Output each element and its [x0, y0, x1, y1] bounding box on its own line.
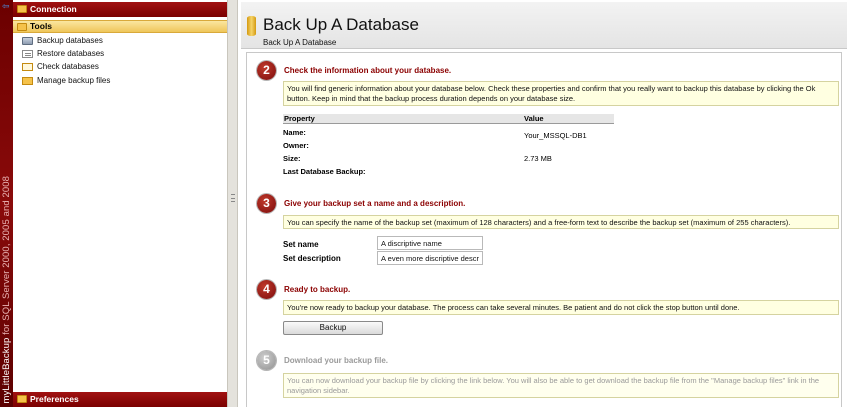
backup-button[interactable]: Backup [283, 321, 383, 335]
step-4-info: You're now ready to backup your database. The process can take several minutes. Be patient and do not click the stop button until done. [283, 300, 839, 315]
set-description-input[interactable] [377, 251, 483, 265]
step-2-info: You will find generic information about your database below. Check these properties and confirm that you really want to backup this database by clicking the Ok button. Keep in mind that the backup process duration depends on your database size. [283, 81, 839, 106]
tools-header-label: Tools [30, 21, 53, 31]
sidebar [13, 0, 227, 407]
manage-files-icon [22, 77, 33, 85]
wizard-panel [246, 52, 842, 407]
step-2-title: Check the information about your database. [284, 66, 452, 75]
properties-table-header [283, 114, 614, 124]
check-db-icon [22, 63, 33, 71]
connection-panel-header[interactable] [13, 2, 227, 17]
step-4-number-icon: 4 [257, 280, 276, 299]
set-name-label: Set name [283, 240, 319, 249]
property-name: Name: [283, 128, 306, 137]
splitter-grip-icon[interactable] [231, 194, 235, 202]
step-3-title: Give your backup set a name and a description. [284, 199, 466, 208]
brand-vertical-text [1, 176, 12, 403]
step-5-title: Download your backup file. [284, 356, 389, 365]
set-description-label: Set description [283, 254, 341, 263]
table-row [283, 152, 614, 165]
sidebar-item-restore-databases[interactable] [22, 48, 104, 60]
property-name: Owner: [283, 141, 309, 150]
step-3-info: You can specify the name of the backup set (maximum of 128 characters) and a free-form text to describe the backup set (maximum of 255 characters). [283, 215, 839, 229]
title-bar [241, 2, 847, 49]
database-icon [247, 16, 256, 36]
step-3-number-icon: 3 [257, 194, 276, 213]
backup-db-icon [22, 37, 33, 45]
sidebar-item-label: Check databases [37, 62, 99, 71]
sidebar-item-backup-databases[interactable] [22, 35, 103, 47]
property-column-header: Property [284, 114, 315, 123]
preferences-header-label: Preferences [30, 394, 79, 404]
property-name: Last Database Backup: [283, 167, 366, 176]
preferences-panel-header[interactable] [13, 392, 227, 407]
step-5-number-icon: 5 [257, 351, 276, 370]
folder-open-icon [17, 23, 27, 31]
folder-icon [17, 395, 27, 403]
brand-title: myLittleBackup [1, 337, 12, 403]
back-arrow-icon[interactable]: ⇦ [2, 1, 10, 11]
page-title: Back Up A Database [263, 15, 419, 34]
breadcrumb: Back Up A Database [263, 38, 337, 47]
value-column-header: Value [524, 114, 544, 123]
set-name-input[interactable] [377, 236, 483, 250]
step-5-info: You can now download your backup file by clicking the link below. You will also be able to get download the backup file from the "Manage backup files" link in the navigation sidebar. [283, 373, 839, 398]
sidebar-item-label: Restore databases [37, 49, 105, 58]
restore-db-icon [22, 50, 33, 58]
step-2-number-icon: 2 [257, 61, 276, 80]
sidebar-item-manage-backup-files[interactable] [22, 75, 110, 87]
property-value: 2.73 MB [524, 154, 552, 163]
brand-subtitle: for SQL Server 2000, 2005 and 2008 [1, 175, 12, 335]
table-row [283, 139, 614, 152]
sidebar-item-check-databases[interactable] [22, 61, 99, 73]
tools-panel-header[interactable] [13, 20, 227, 33]
step-4-title: Ready to backup. [284, 285, 351, 294]
sidebar-item-label: Backup databases [37, 36, 103, 45]
property-name: Size: [283, 154, 301, 163]
sidebar-splitter[interactable] [227, 0, 238, 407]
property-value: Your_MSSQL-DB1 [524, 131, 587, 140]
main-content [238, 0, 850, 407]
table-row [283, 165, 614, 178]
brand-strip [0, 0, 13, 407]
folder-icon [17, 5, 27, 13]
sidebar-item-label: Manage backup files [37, 76, 111, 85]
table-row [283, 126, 614, 139]
connection-header-label: Connection [30, 4, 77, 14]
